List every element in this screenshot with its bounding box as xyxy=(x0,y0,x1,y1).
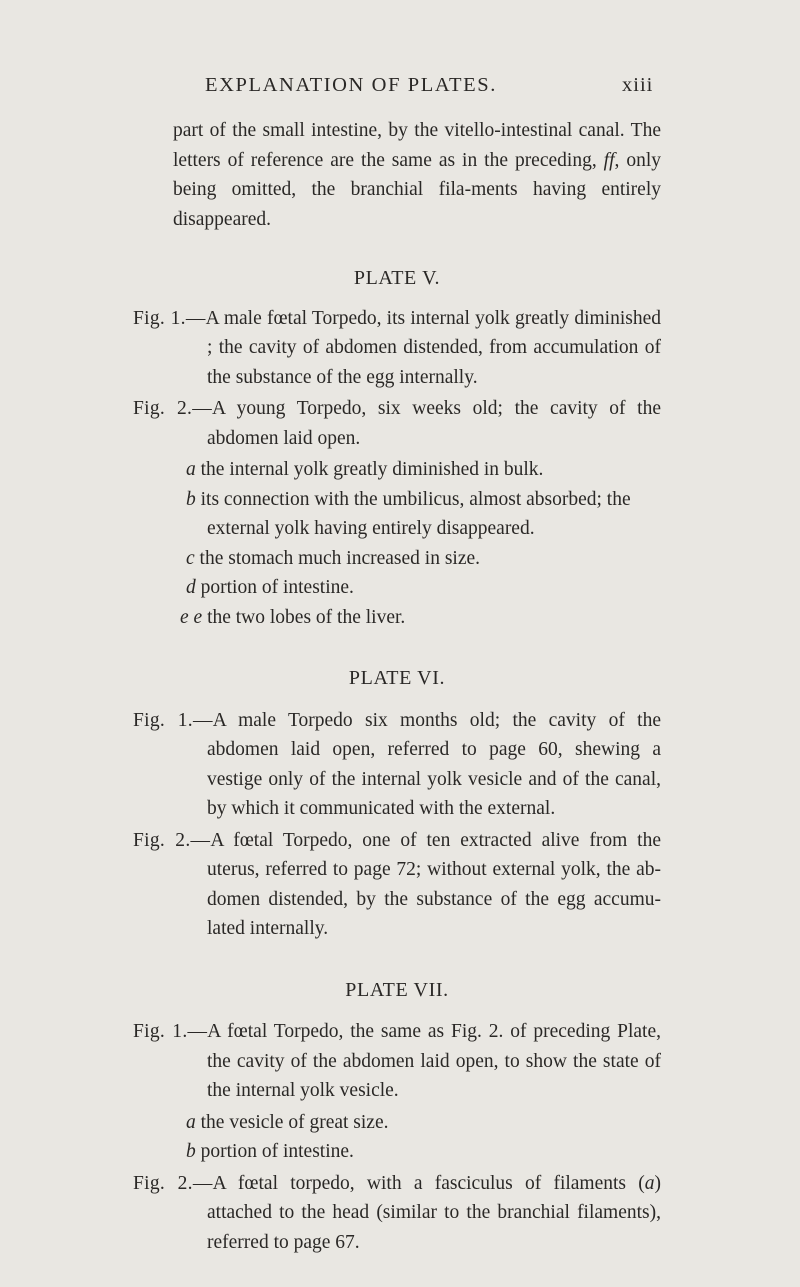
fig-text: A male fœtal Torpedo, its internal yolk greatly diminished ; the cavity of abdomen distended, from accumulation of the substance of the egg internally. xyxy=(205,307,661,388)
legend-item xyxy=(133,573,661,603)
plate-vii-heading: PLATE VII. xyxy=(345,978,449,1001)
plate-v-fig-2 xyxy=(133,394,661,453)
legend-letter: c xyxy=(186,547,195,569)
plate-vi-heading: PLATE VI. xyxy=(348,667,446,689)
legend-text: its connection with the umbilicus, almost absorbed; the external yolk having entirely disappeared. xyxy=(200,488,631,539)
fig-label: Fig. 1.— xyxy=(133,1021,208,1042)
legend-item xyxy=(133,1108,661,1138)
reference-letter: a xyxy=(644,1172,655,1194)
plate-vi-fig-2 xyxy=(133,826,661,944)
legend-letter: d xyxy=(186,577,196,598)
legend-item xyxy=(133,455,661,485)
plate-vi-fig-1 xyxy=(133,706,661,824)
running-head: EXPLANATION OF PLATES. xyxy=(205,74,498,96)
legend-text: the internal yolk greatly diminished in bulk. xyxy=(200,459,544,480)
legend-text: portion of intestine. xyxy=(200,1141,354,1162)
legend-letter: b xyxy=(186,1141,196,1162)
legend-text: the two lobes of the liver. xyxy=(207,606,406,628)
legend-item xyxy=(133,1137,661,1167)
legend-letter: a xyxy=(186,459,196,480)
intro-text-1: part of the small intestine, by the vitello-intestinal canal. The letters of reference are the same as in the preceding, xyxy=(173,120,661,171)
fig-text: ) attached to the head (similar to the branchial filaments), referred to page 67. xyxy=(207,1172,662,1253)
legend-letter: e e xyxy=(180,606,203,628)
plate-v-heading: PLATE V. xyxy=(353,267,441,289)
fig-label: Fig. 2.— xyxy=(133,398,213,419)
intro-paragraph xyxy=(133,116,661,234)
fig-label: Fig. 2.— xyxy=(133,1172,213,1194)
main-text xyxy=(133,116,661,1257)
plate-vii-fig-2 xyxy=(133,1169,661,1258)
plate-vii-fig-1 xyxy=(133,1017,661,1106)
legend-item xyxy=(133,603,661,633)
legend-text: portion of intestine. xyxy=(200,577,354,598)
fig-label: Fig. 1.— xyxy=(133,709,213,731)
fig-label: Fig. 2.— xyxy=(133,829,211,851)
legend-text: the stomach much increased in size. xyxy=(199,547,481,569)
fig-text: A fœtal torpedo, with a fasciculus of filaments ( xyxy=(212,1172,645,1194)
legend-letter: b xyxy=(186,488,196,510)
fig-label: Fig. 1.— xyxy=(133,307,206,329)
page-number: xiii xyxy=(622,74,654,96)
legend-letter: a xyxy=(186,1111,196,1133)
fig-text: A male Torpedo six months old; the cavity of the abdomen laid open, referred to page 60, shewing a vestige only of the internal yolk vesicle and of the canal, by which it communicated with the external. xyxy=(207,709,661,819)
fig-text: A fœtal Torpedo, the same as Fig. 2. of preceding Plate, the cavity of the abdomen laid open, to show the state of the internal yolk vesicle. xyxy=(207,1021,661,1101)
legend-item xyxy=(133,485,661,544)
intro-text-2: , only being omitted, the branchial fila-ments having entirely disappeared. xyxy=(173,149,662,230)
plate-v-fig-1 xyxy=(133,304,661,393)
fig-text: A young Torpedo, six weeks old; the cavity of the abdomen laid open. xyxy=(207,398,661,449)
fig-text: A fœtal Torpedo, one of ten extracted alive from the uterus, referred to page 72; without external yolk, the ab-domen distended, by the substance of the egg accumu-lated internally. xyxy=(207,829,661,939)
legend-text: the vesicle of great size. xyxy=(200,1111,389,1133)
intro-ff: ff xyxy=(603,149,615,171)
legend-item xyxy=(133,544,661,574)
